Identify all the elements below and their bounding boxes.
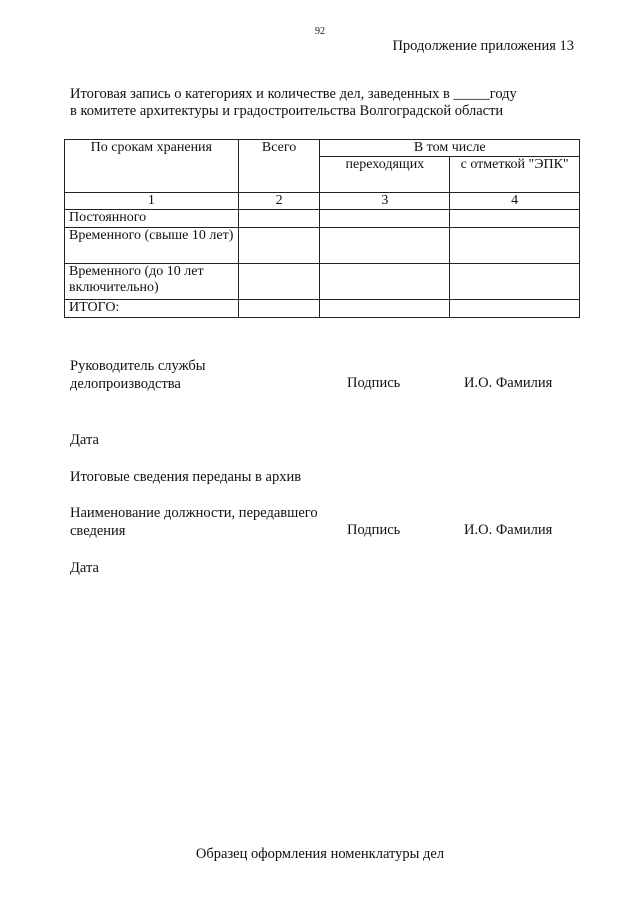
table-cell [450,300,580,318]
name-label: И.О. Фамилия [464,375,553,391]
summary-table [64,139,580,318]
table-cell [450,264,580,300]
header-epk: с отметкой "ЭПК" [450,157,580,193]
table-cell [320,210,450,228]
summary-heading-line-2: в комитете архитектуры и градостроительства Волгоградской области [70,103,504,119]
table-row [65,228,580,264]
position-title-line-1: Наименование должности, передавшего [70,505,318,521]
table-row [65,264,580,300]
row-label-total: ИТОГО: [65,300,239,318]
row-label: Временного (свыше 10 лет) [65,228,239,264]
header-storage-period: По срокам хранения [65,140,239,193]
archive-note: Итоговые сведения переданы в архив [70,469,302,485]
table-row-total [65,300,580,318]
table-cell [238,300,320,318]
header-including: В том числе [320,140,580,157]
table-cell [238,264,320,300]
table-cell [238,210,320,228]
position-title-line-2: сведения [70,523,126,539]
table-row [65,210,580,228]
position-title [70,504,318,540]
summary-heading [70,86,580,120]
table-cell [320,300,450,318]
head-title-line-1: Руководитель службы [70,358,206,374]
column-number: 4 [450,193,580,210]
header-transitional: переходящих [320,157,450,193]
date-label: Дата [70,432,99,448]
signature-label: Подпись [347,375,401,391]
appendix-label: Продолжение приложения 13 [392,38,574,54]
date-label: Дата [70,560,99,576]
table-cell [450,210,580,228]
table-cell [320,264,450,300]
column-number: 3 [320,193,450,210]
row-label: Временного (до 10 лет включительно) [65,264,239,300]
head-title [70,357,206,393]
column-number: 1 [65,193,239,210]
head-title-line-2: делопроизводства [70,376,181,392]
row-label: Постоянного [65,210,239,228]
footer-title: Образец оформления номенклатуры дел [195,846,445,862]
column-number-row [65,193,580,210]
table-cell [320,228,450,264]
column-number: 2 [238,193,320,210]
name-label: И.О. Фамилия [464,522,553,538]
page-number: 92 [315,26,325,37]
signature-label: Подпись [347,522,401,538]
table-cell [450,228,580,264]
header-total: Всего [238,140,320,193]
table-cell [238,228,320,264]
summary-heading-line-1: Итоговая запись о категориях и количестве дел, заведенных в _____году [70,86,517,102]
